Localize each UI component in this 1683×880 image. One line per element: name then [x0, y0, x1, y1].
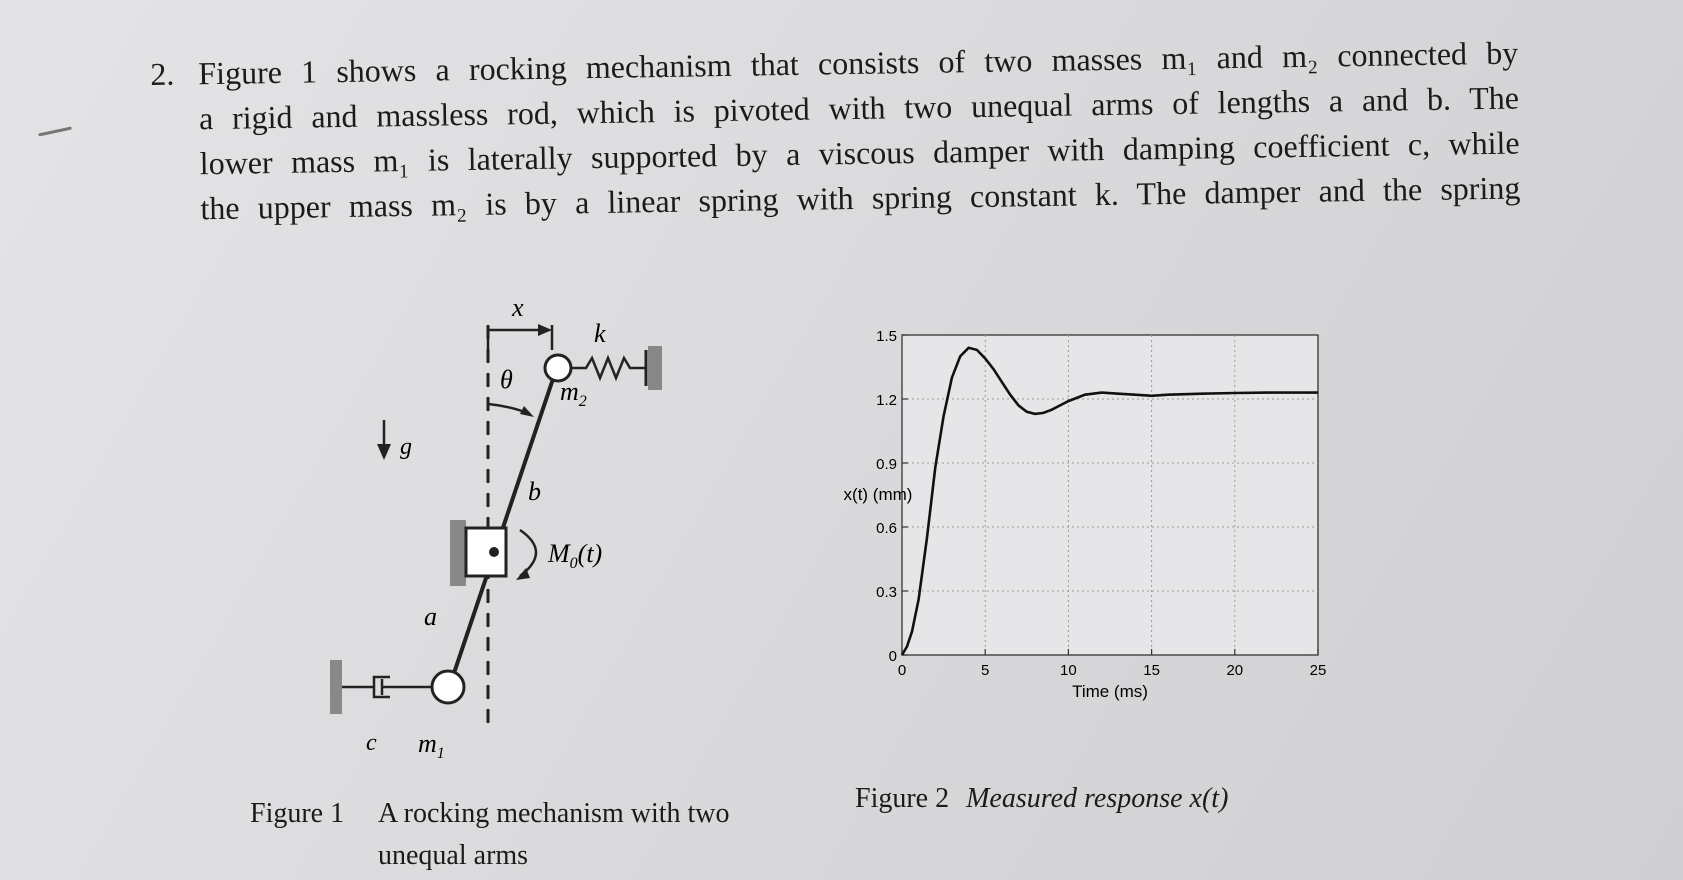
moment-arc [520, 530, 536, 576]
label-g: g [400, 434, 412, 460]
y-tick-label: 0.9 [876, 456, 897, 473]
figure-2-caption [855, 778, 1228, 820]
y-tick-label: 0.6 [876, 520, 897, 537]
figure-1-caption-line2: unequal arms [378, 840, 529, 871]
label-x: x [512, 293, 524, 322]
mass-m1 [432, 671, 464, 703]
problem-line-2: a rigid and massless rod, which is pivoted with two unequal arms of lengths a and b. The [198, 79, 1520, 137]
y-tick-label: 0 [888, 648, 897, 665]
pivot-bracket [466, 528, 506, 576]
figure-2-caption-label: Figure 2 [855, 783, 950, 814]
figure-2-chart [830, 325, 1350, 705]
problem-statement [150, 30, 1543, 232]
x-tick-label: 25 [1309, 662, 1327, 679]
label-m1: $m_1$ [418, 729, 445, 760]
pivot-pin [489, 547, 499, 557]
x-axis-label: Time (ms) [1072, 682, 1148, 701]
x-tick-label: 5 [981, 662, 990, 679]
spring-wall [648, 346, 662, 390]
damper-wall [330, 660, 342, 714]
x-dim-arrowhead [538, 324, 552, 336]
label-m2: $m_2$ [560, 377, 587, 410]
label-a: a [424, 602, 437, 631]
figure-1-diagram [330, 280, 690, 760]
figure-1-caption-line1: A rocking mechanism with two [378, 798, 730, 829]
y-tick-label: 0.3 [876, 584, 897, 601]
x-tick-label: 20 [1226, 662, 1244, 679]
x-tick-label: 10 [1060, 662, 1077, 679]
pencil-mark [38, 126, 72, 136]
label-k: k [594, 319, 606, 348]
label-moment: $M_0(t)$ [548, 539, 603, 572]
y-axis-label: x(t) (mm) [843, 485, 913, 504]
theta-arrowhead [520, 406, 534, 417]
spring [571, 358, 646, 378]
label-b: b [528, 477, 541, 506]
y-tick-label: 1.5 [876, 328, 897, 345]
problem-line-1: Figure 1 shows a rocking mechanism that consists of two masses m₁ and m₂ connected by [198, 34, 1519, 92]
label-theta: θ [500, 365, 513, 394]
problem-line-3: lower mass m₁ is laterally supported by a viscous damper with damping coefficient c, while [199, 124, 1520, 182]
problem-number: 2. [150, 55, 175, 92]
label-c: c [366, 730, 377, 756]
plot-area [902, 335, 1318, 655]
problem-line-4: the upper mass m₂ is by a linear spring with spring constant k. The damper and the spring [200, 169, 1521, 227]
x-tick-label: 15 [1143, 662, 1160, 679]
y-tick-label: 1.2 [876, 392, 897, 409]
x-tick-label: 0 [897, 662, 907, 679]
gravity-arrowhead [377, 444, 391, 460]
figure-2-caption-text: Measured response x(t) [966, 783, 1229, 814]
figure-1-caption-label: Figure 1 [250, 798, 345, 829]
figure-1-caption [250, 793, 810, 877]
pivot-wall [450, 520, 466, 586]
